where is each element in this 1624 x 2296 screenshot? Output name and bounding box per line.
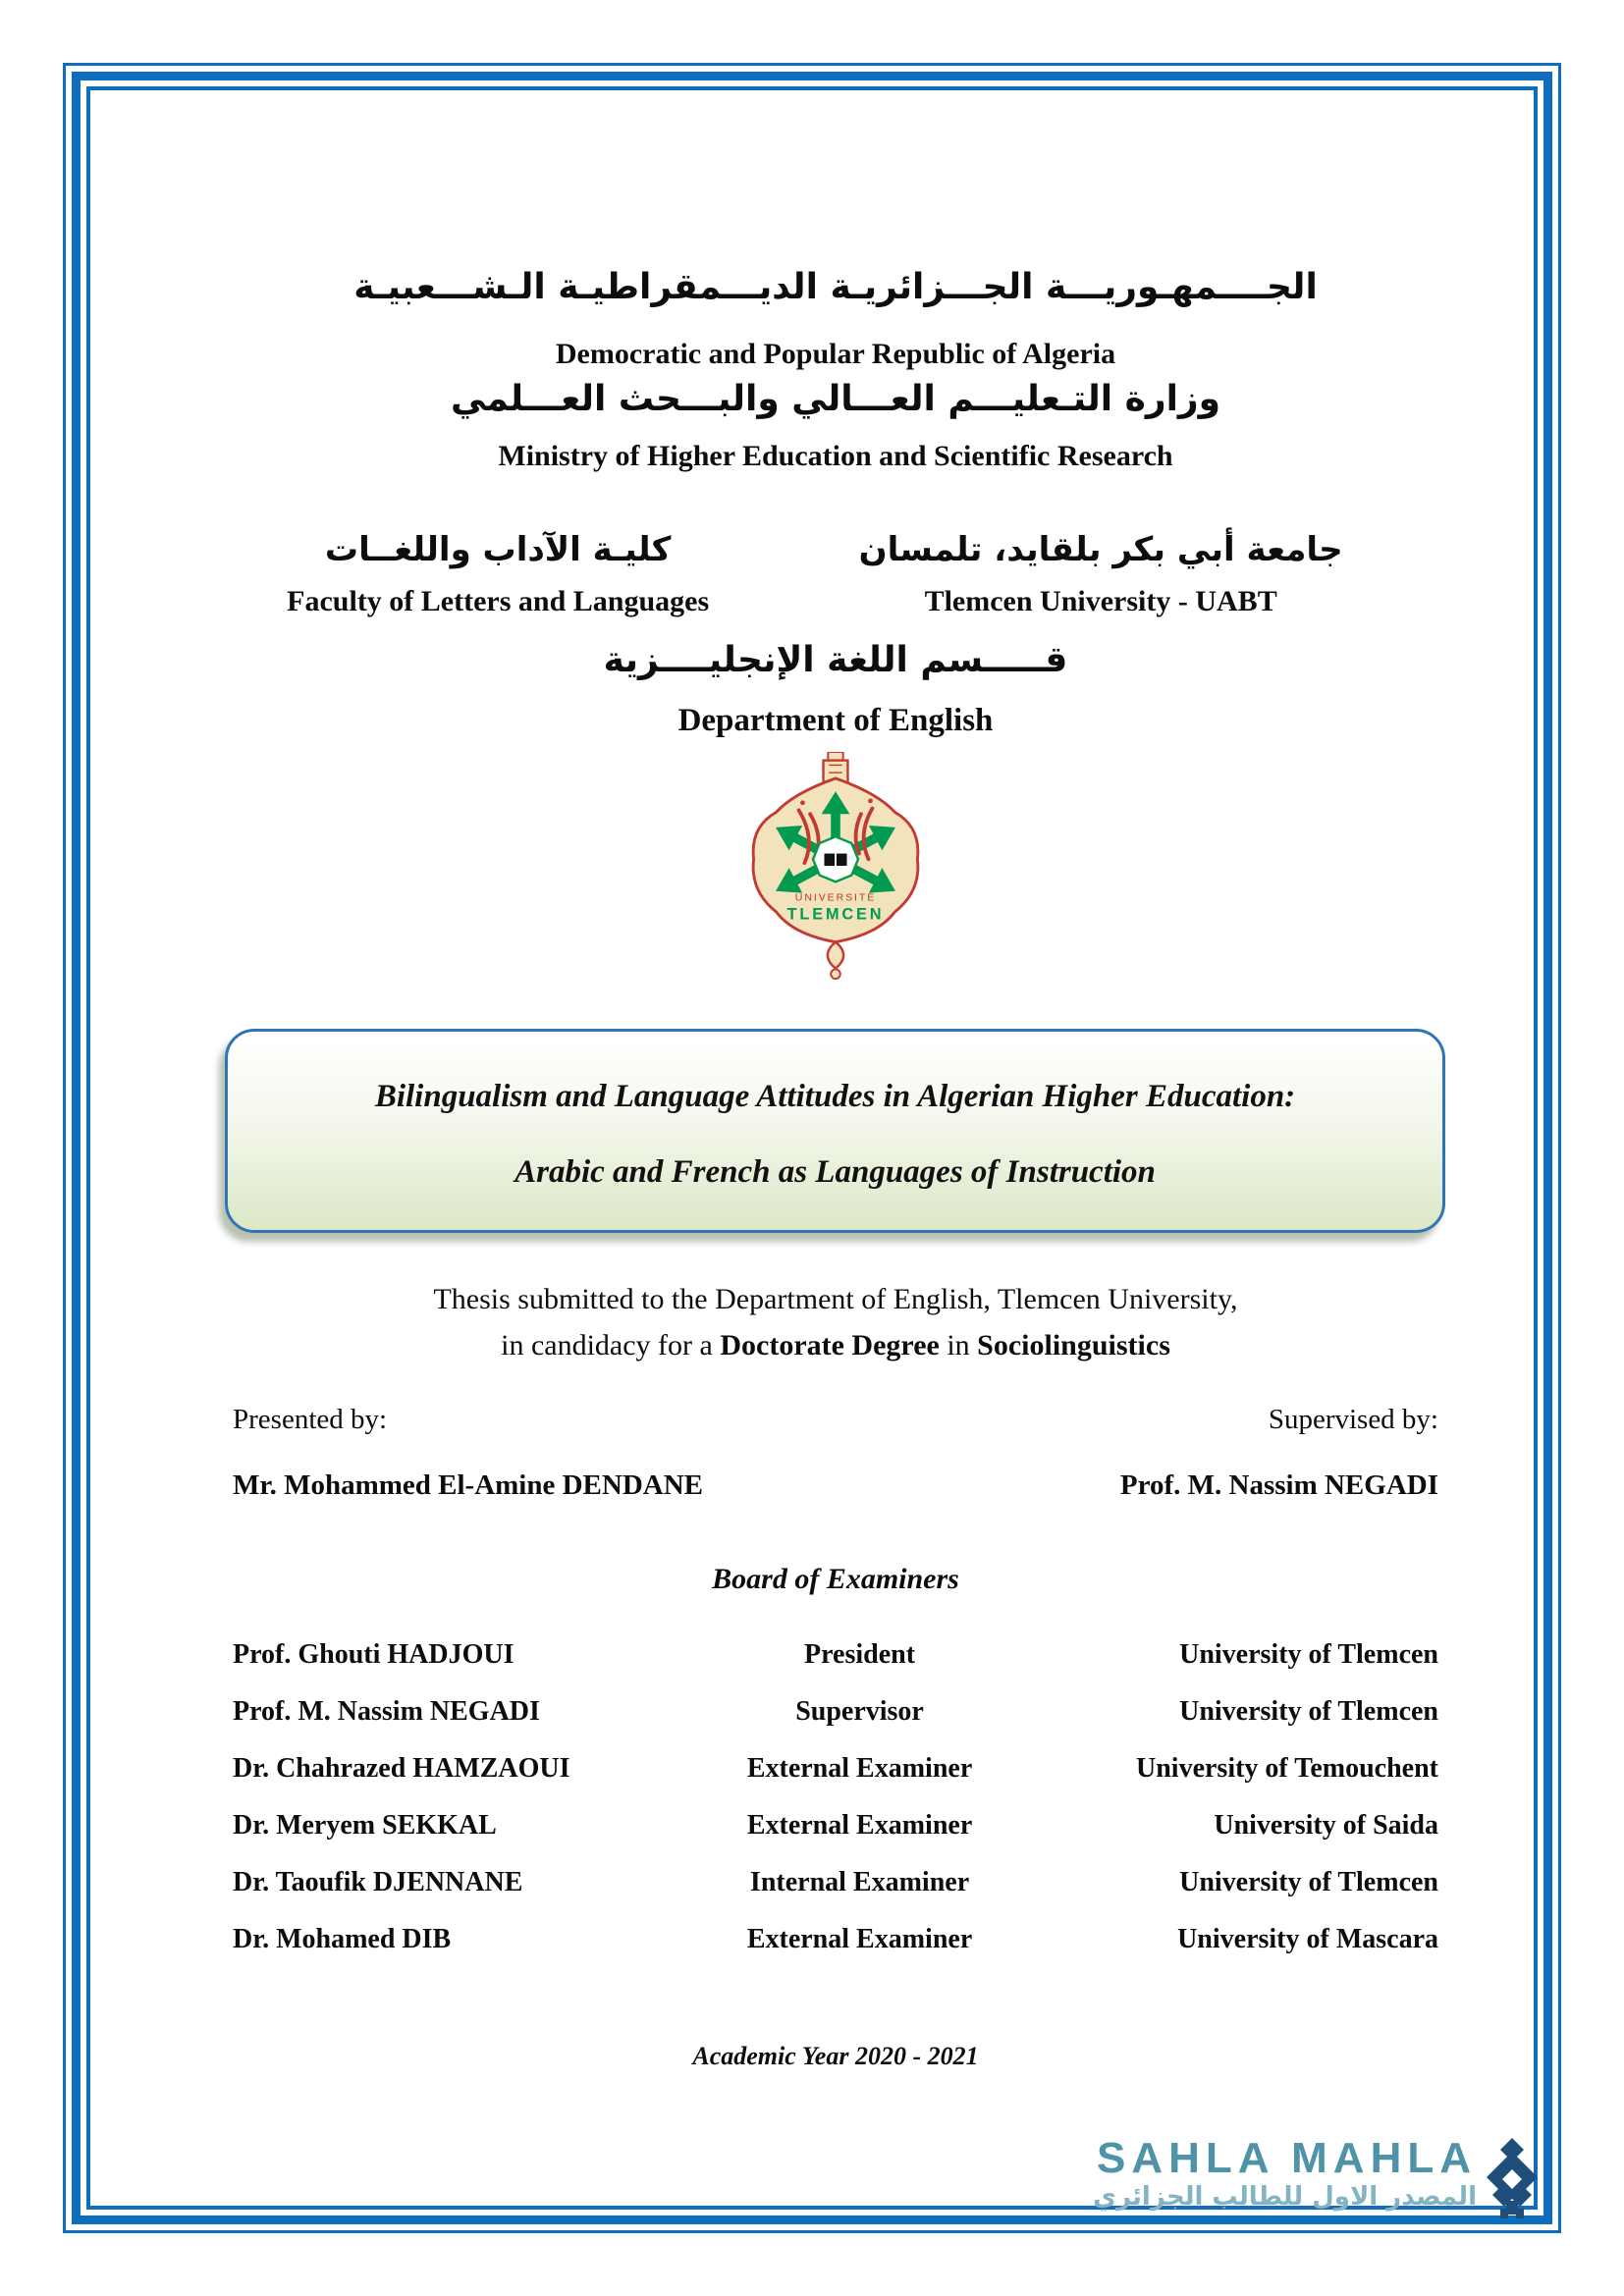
examiner-role: President: [804, 1639, 916, 1670]
table-row: [233, 1924, 1438, 1955]
submission-line2-mid: in: [939, 1329, 978, 1362]
examiner-role: External Examiner: [746, 1810, 973, 1841]
examiner-role: External Examiner: [746, 1924, 973, 1954]
university-name-arabic: جامعة أبي بكر بلقايد، تلمسان: [858, 530, 1343, 569]
university-block: [763, 530, 1438, 618]
republic-title-arabic: الجــــمهـوريـــة الجـــزائريـة الديـــمقراطيـة الـشـــعبيـة: [353, 267, 1318, 307]
examiner-university: University of Tlemcen: [1179, 1867, 1438, 1897]
examiner-name: Dr. Taoufik DJENNANE: [233, 1867, 523, 1897]
examiner-university: University of Temouchent: [1136, 1753, 1438, 1784]
department-name-english: Department of English: [677, 703, 994, 738]
watermark-text-block: [1093, 2136, 1477, 2213]
logo-text-tlemcen: TLEMCEN: [786, 905, 885, 924]
board-of-examiners-heading: Board of Examiners: [712, 1563, 959, 1595]
examiner-role: Internal Examiner: [749, 1867, 970, 1897]
byline-names-row: [233, 1469, 1438, 1502]
thesis-title-box: [225, 1029, 1445, 1233]
examiner-name: Dr. Mohamed DIB: [233, 1924, 452, 1954]
page-content: [233, 0, 1438, 2296]
submission-field: Sociolinguistics: [977, 1329, 1170, 1362]
sahla-mahla-kufic-logo-icon: [1481, 2136, 1543, 2222]
academic-year-label: Academic Year 2020 - 2021: [692, 2042, 979, 2070]
watermark-tagline-arabic: المصدر الاول للطالب الجزائري: [1093, 2182, 1477, 2212]
thesis-title-line1: Bilingualism and Language Attitudes in Algerian Higher Education:: [374, 1079, 1296, 1114]
logo-text-universite: UNIVERSITE: [794, 891, 877, 904]
examiner-university: University of Saida: [1214, 1810, 1438, 1841]
board-of-examiners-table: [233, 1639, 1438, 1981]
examiner-name: Dr. Meryem SEKKAL: [233, 1810, 497, 1841]
supervisor-name: Prof. M. Nassim NEGADI: [1119, 1469, 1438, 1501]
faculty-name-arabic: كليـة الآداب واللغــات: [324, 530, 672, 569]
examiner-university: University of Tlemcen: [1179, 1639, 1438, 1670]
sahla-mahla-watermark: [1093, 2136, 1543, 2222]
table-row: [233, 1753, 1438, 1785]
ministry-title-arabic: وزارة التـعليـــم العـــالي والبـــحث العـــلمي: [450, 379, 1221, 419]
ministry-title-english: Ministry of Higher Education and Scientific Research: [498, 440, 1173, 472]
institution-row: [233, 530, 1438, 618]
examiner-name: Prof. Ghouti HADJOUI: [233, 1639, 514, 1670]
university-logo-wrap: [233, 752, 1438, 980]
supervised-by-label: Supervised by:: [1268, 1404, 1438, 1435]
examiner-role: Supervisor: [795, 1696, 924, 1727]
table-row: [233, 1810, 1438, 1842]
examiner-name: Dr. Chahrazed HAMZAOUI: [233, 1753, 570, 1784]
table-row: [233, 1867, 1438, 1898]
examiner-role: External Examiner: [746, 1753, 973, 1784]
presented-by-label: Presented by:: [233, 1404, 388, 1435]
table-row: [233, 1696, 1438, 1728]
faculty-name-english: Faculty of Letters and Languages: [287, 585, 710, 617]
submission-line2-prefix: in candidacy for a: [501, 1329, 721, 1362]
watermark-brand-name: SAHLA MAHLA: [1097, 2134, 1477, 2182]
table-row: [233, 1639, 1438, 1671]
candidate-name: Mr. Mohammed El-Amine DENDANE: [233, 1469, 704, 1501]
department-name-arabic: قـــــسم اللغة الإنجليــــزية: [603, 640, 1068, 680]
submission-line2: [233, 1322, 1438, 1368]
byline-labels-row: [233, 1404, 1438, 1436]
submission-line1: Thesis submitted to the Department of English, Tlemcen University,: [433, 1283, 1238, 1315]
university-name-english: Tlemcen University - UABT: [924, 585, 1277, 617]
tlemcen-university-logo-icon: [736, 752, 935, 980]
examiner-university: University of Tlemcen: [1179, 1696, 1438, 1727]
submission-degree: Doctorate Degree: [720, 1329, 940, 1362]
examiner-university: University of Mascara: [1177, 1924, 1438, 1954]
examiner-name: Prof. M. Nassim NEGADI: [233, 1696, 540, 1727]
thesis-title-line2: Arabic and French as Languages of Instruction: [514, 1154, 1156, 1190]
faculty-block: [233, 530, 763, 618]
republic-title-english: Democratic and Popular Republic of Algeria: [555, 338, 1116, 370]
submission-statement: [233, 1276, 1438, 1368]
